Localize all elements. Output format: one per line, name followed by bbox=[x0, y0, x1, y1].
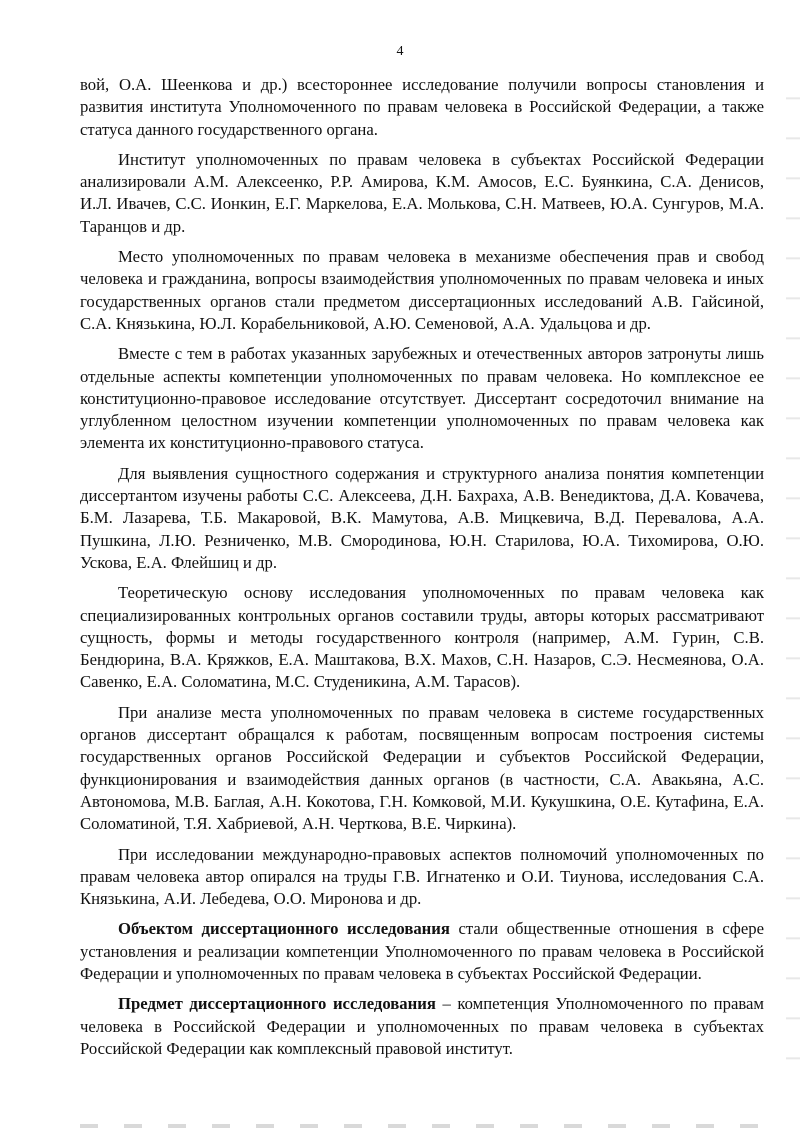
object-heading: Объектом диссертационного исследования bbox=[118, 919, 450, 939]
subject-heading: Предмет диссертационного исследования bbox=[118, 994, 436, 1014]
paragraph-text: вой, О.А. Шеенкова и др.) всестороннее исследование получили вопросы становления и развития института Уполномоченного по правам человека в Российской Федерации, а также статуса данного государственного органа. bbox=[80, 75, 764, 139]
paragraph-5 bbox=[80, 463, 764, 574]
paragraph-text: – компетенция Уполномоченного по правам человека в Российской Федерации и уполномоченных по правам человека в субъектах Российской Федерации как комплексный правовой институт. bbox=[80, 994, 764, 1058]
paragraph-2 bbox=[80, 149, 764, 238]
paragraph-4 bbox=[80, 343, 764, 454]
paragraph-7 bbox=[80, 702, 764, 836]
paragraph-3 bbox=[80, 246, 764, 335]
scan-edge-artifact bbox=[786, 60, 800, 1080]
page-number: 4 bbox=[396, 44, 404, 59]
paragraph-subject bbox=[80, 993, 764, 1060]
paragraph-text: Теоретическую основу исследования уполномоченных по правам человека как специализированных контрольных органов составили труды, авторы которых рассматривают сущность, формы и методы государственного контроля (например, А.М. Гурин, С.В. Бендюрина, В.А. Кряжков, Е.А. Маштакова, В.Х. Махов, С.Н. Назаров, С.Э. Несмеянова, О.А. Савенко, Е.А. Соломатина, М.С. Студеникина, А.М. Тарасов). bbox=[80, 583, 764, 692]
paragraph-text: При анализе места уполномоченных по правам человека в системе государственных органов диссертант обращался к работам, посвященным вопросам построения системы государственных органов Российской Федерации и субъектов Российской Федерации, функционирования и взаимодействия данных органов (в частности, С.А. Авакьяна, А.С. Автономова, М.В. Баглая, А.Н. Кокотова, Г.Н. Комковой, М.И. Кукушкина, О.Е. Кутафина, Е.А. Соломатиной, Т.Я. Хабриевой, А.Н. Черткова, В.Е. Чиркина). bbox=[80, 702, 764, 834]
paragraph-8 bbox=[80, 844, 764, 911]
paragraph-object bbox=[80, 918, 764, 985]
paragraph-text: Для выявления сущностного содержания и структурного анализа понятия компетенции диссертантом изучены работы С.С. Алексеева, Д.Н. Бахраха, А.В. Венедиктова, Д.А. Ковачева, Б.М. Лазарева, Т.Б. Макаровой, В.К. Мамутова, А.В. Мицкевича, В.Д. Перевалова, А.А. Пушкина, Л.Ю. Резниченко, М.В. Смородинова, Ю.Н. Старилова, Ю.А. Тихомирова, О.Ю. Ускова, Е.А. Флейшиц и др. bbox=[80, 463, 764, 572]
paragraph-text: Институт уполномоченных по правам человека в субъектах Российской Федерации анализировали А.М. Алексеенко, Р.Р. Амирова, К.М. Амосов, Е.С. Буянкина, С.А. Денисов, И.Л. Ивачев, С.С. Ионкин, Е.Г. Маркелова, Е.А. Молькова, С.Н. Матвеев, Ю.А. Сунгуров, М.А. Таранцов и др. bbox=[80, 149, 764, 236]
paragraph-text: Место уполномоченных по правам человека в механизме обеспечения прав и свобод человека и гражданина, вопросы взаимодействия уполномоченных по правам человека и иных государственных органов стали предметом диссертационных исследований А.В. Гайсиной, С.А. Князькина, Ю.Л. Корабельниковой, А.Ю. Семеновой, А.А. Удальцова и др. bbox=[80, 247, 764, 333]
paragraph-1 bbox=[80, 74, 764, 141]
paragraph-text: При исследовании международно-правовых аспектов полномочий уполномоченных по правам человека автор опирался на труды Г.В. Игнатенко и О.И. Тиунова, исследования С.А. Князькина, А.И. Лебедева, О.О. Миронова и др. bbox=[80, 844, 764, 909]
document-body bbox=[80, 74, 764, 1068]
scan-bottom-artifact bbox=[80, 1124, 770, 1128]
paragraph-text: Вместе с тем в работах указанных зарубежных и отечественных авторов затронуты лишь отдельные аспекты компетенции уполномоченных по правам человека. Но комплексное ее конституционно-правовое исследование отсутствует. Диссертант сосредоточил внимание на углубленном целостном изучении компетенции уполномоченных по правам человека как элемента их конституционно-правового статуса. bbox=[80, 344, 764, 453]
paragraph-6 bbox=[80, 582, 764, 693]
paragraph-text: стали общественные отношения в сфере установления и реализации компетенции Уполномоченного по правам человека в Российской Федерации и уполномоченных по правам человека в субъектах Российской Федерации. bbox=[80, 919, 764, 983]
